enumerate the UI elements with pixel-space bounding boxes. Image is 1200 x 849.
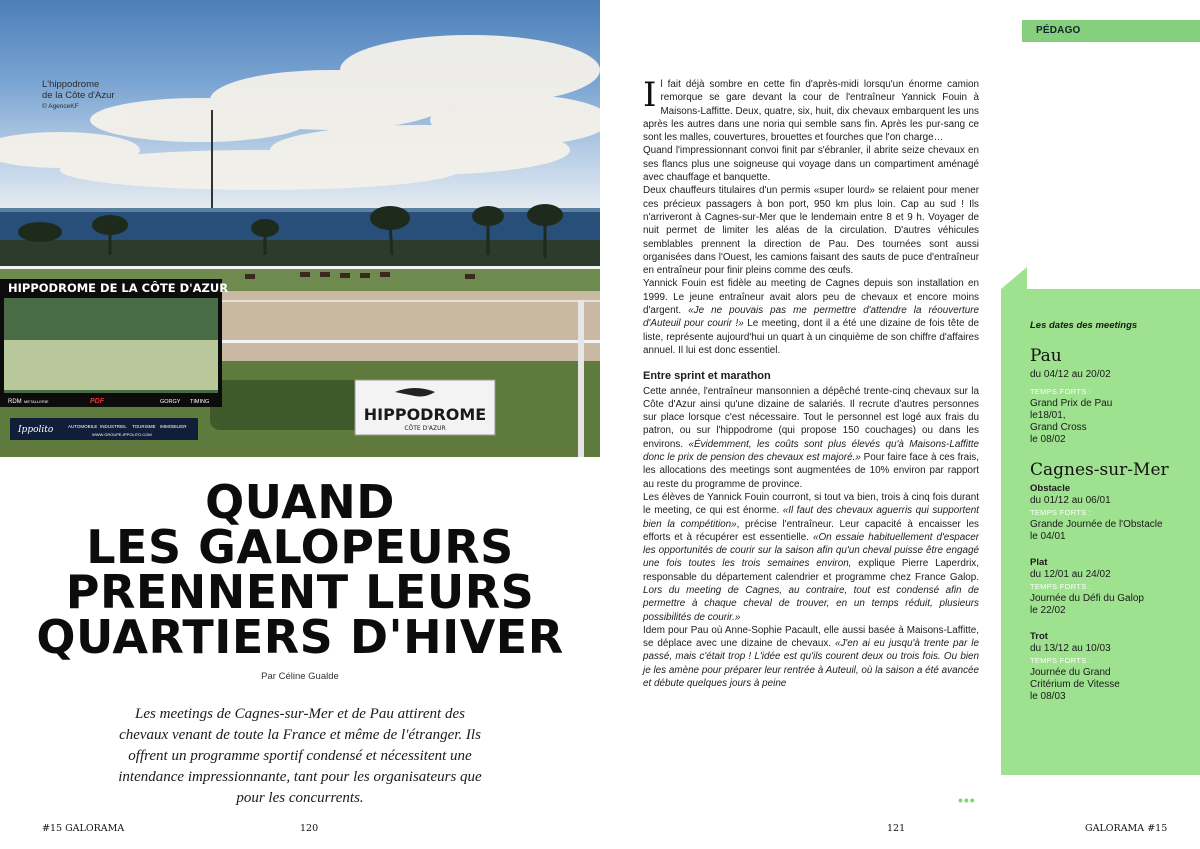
highlight: le 08/03 (1030, 691, 1066, 702)
sidebar-header: Les dates des meetings (1030, 320, 1138, 331)
title-line: LES GALOPEURS (86, 520, 514, 574)
highlight: le 04/01 (1030, 531, 1066, 542)
title-line: PRENNENT LEURS (65, 565, 535, 619)
drop-cap: I (643, 75, 657, 115)
paragraph: Quand l'impressionnant convoi finit par s'ébranler, il abrite seize chevaux en ses flancs plus une soigneuse qui voyage dans un compartiment aménagé avec chauffage et banquette. (643, 145, 979, 184)
paragraph: Deux chauffeurs titulaires d'un permis «super lourd» se relaient pour mener ces précieux passagers à bon port, 950 km plus loin. Cap au sud ! Ils n'arriveront à Cagnes-sur-Mer que le lendemain entre 8 et 9 h. Voyager de nuit permet de limiter les aléas de la circulation. D'autres véhicules semblables prennent la direction de Pau. Des tournées sont aussi organisées dans l'Ouest, les camions faisant des sauts de puce d'entraîneur en entraîneur pour finir pleins comme des œufs. (643, 185, 979, 277)
city-pau: Pau (1030, 346, 1062, 366)
banner-sub: CÔTE D'AZUR (404, 425, 446, 432)
paragraph-text: Yannick Fouin est fidèle au meeting de Cagnes depuis son installation en 1999. Le jeune entraîneur avait alors peu de chevaux et encore moins d'argent. (643, 278, 979, 317)
paragraph (643, 277, 979, 357)
meeting-dates: du 01/12 au 06/01 (1030, 495, 1111, 506)
paragraph (643, 385, 979, 491)
temps-forts-label: TEMPS FORTS : (1030, 508, 1092, 517)
clouds (0, 35, 600, 190)
highlight: Grand Prix de Pau (1030, 398, 1113, 409)
spacer (1030, 617, 1195, 631)
screen-logo-gorgy: GORGY (160, 399, 181, 405)
footer-issue: #15 (42, 823, 63, 834)
paragraph (643, 75, 979, 144)
paragraph-text: , précise l'entraîneur. Leur capacité à encaisser les efforts et à récupérer est essentielle. (643, 518, 979, 543)
screen-logo-timing: TIMING (190, 399, 210, 405)
lede: Les meetings de Cagnes-sur-Mer et de Pau attirent des chevaux venant de toute la France et même de l'étranger. Ils offrent un programme sportif condensé et nécessitent une intendance impressionnante, tant pour les organisateurs que pour les concurrents. (118, 706, 482, 806)
title-line: QUARTIERS D'HIVER (36, 610, 564, 664)
board-item: INDUSTRIEL (100, 424, 127, 429)
highlight: le 22/02 (1030, 605, 1066, 616)
quote: Lors du meeting de Cagnes, au contraire, tout est condensé afin de permettre à chaque cheval de trouver, en un temps réduit, plusieurs possibilités de courir.» (643, 584, 979, 623)
photo-credit: © AgenceKF (42, 103, 79, 110)
hippodrome-photo (0, 0, 600, 457)
quote: «Évidemment, les coûts sont plus élevés qu'à Maisons-Laffitte donc le prix de pension des chevaux est majoré.» (643, 438, 979, 464)
caption-line: L'hippodrome (42, 79, 100, 90)
footer-right-brand (1085, 823, 1167, 834)
page-number-left: 120 (300, 823, 319, 834)
footer-magazine: GALORAMA (1085, 823, 1145, 834)
photo-caption (42, 79, 115, 112)
quote: «On essaie habituellement d'espacer les opportunités de courir sur la saison afin qu'un cheval puisse être engagé une fois toutes les trois semaines environ, (643, 531, 979, 570)
city-cagnes: Cagnes-sur-Mer (1030, 460, 1169, 480)
section-tag (1022, 20, 1200, 42)
section-tag-label: PÉDAGO (1036, 25, 1081, 36)
board-item: IMMOBILIER (160, 424, 187, 429)
highlight: Journée du Défi du Galop (1030, 593, 1144, 604)
quote: «Il faut des chevaux aguerris qui supportent bien la compétition» (643, 505, 979, 530)
quote: «J'en ai eu jusqu'à trente par le passé, mais c'était trop ! L'idée est qu'ils courent deux ou trois fois. Ou bien je les amène pour préparer leur rentrée à Auteuil, où la saison a été avancée et débute quelques jours à peine (643, 638, 979, 690)
spacer (1030, 543, 1195, 557)
screen-logo-pdf: PDF (90, 398, 104, 405)
footer-issue: #15 (1147, 823, 1168, 834)
paragraph-text: explique Pierre Laperdrix, responsable du département calendrier et programme chez France Galop. (643, 558, 979, 583)
highlight: le18/01, (1030, 410, 1066, 421)
section-heading: Entre sprint et marathon (643, 370, 771, 383)
meeting-dates: du 12/01 au 24/02 (1030, 569, 1111, 580)
discipline-obstacle: Obstacle (1030, 483, 1071, 494)
caption-line: de la Côte d'Azur (42, 90, 115, 101)
highlight: Journée du Grand (1030, 667, 1111, 678)
banner-text: HIPPODROME (363, 405, 487, 424)
meetings-list (1030, 320, 1195, 703)
paragraph-text: Idem pour Pau où Anne-Sophie Pacault, elle aussi basée à Maisons-Laffitte, se déplace avec une dizaine de chevaux. (643, 624, 979, 650)
sidebar-corner (1001, 267, 1027, 289)
paragraph (643, 491, 979, 624)
paragraph-text: Le meeting, dont il a été une dizaine de fois tête de liste, représente aujourd'hui un quart à un cinquième de son chiffre d'affaires annuel. Il lui est donc essentiel. (643, 318, 980, 356)
board-url: WWW.GROUPE-IPPOLITO.COM (92, 432, 152, 437)
photo-illustration (0, 0, 600, 457)
byline: Par Céline Gualde (261, 671, 339, 682)
footer-left-brand (42, 823, 124, 834)
quote: «Je ne pouvais pas me permettre d'attendre la réouverture d'Auteuil pour courir !» (643, 305, 979, 330)
screen-logo-rdm: RDM (8, 399, 22, 405)
discipline-trot: Trot (1030, 631, 1048, 642)
highlight: le 08/02 (1030, 434, 1066, 445)
board-logo: Ippolito (18, 425, 54, 435)
meeting-dates: du 13/12 au 10/03 (1030, 643, 1111, 654)
temps-forts-label: TEMPS FORTS : (1030, 387, 1092, 396)
continue-dots: ••• (958, 792, 976, 808)
highlight: Grand Cross (1030, 422, 1087, 433)
paragraph-text: l fait déjà sombre en cette fin d'après-midi lorsqu'un énorme camion remorque se gare devant la cour de l'entraîneur Yannick Fouin à Maisons-Laffitte. Deux, quatre, six, huit, dix chevaux embarquent les uns après les autres dans une noria qui semble sans fin. Après les pur-sang ce sont les malles, couvertures, brouettes et fourches que l'on charge… (643, 79, 979, 144)
paragraph-text: Les élèves de Yannick Fouin courront, si tout va bien, trois à cinq fois durant le meeting, ce qui est énorme. (643, 491, 979, 517)
footer-magazine: GALORAMA (65, 823, 125, 834)
article-body (643, 75, 980, 690)
screen-title: HIPPODROME DE LA CÔTE D'AZUR (8, 281, 229, 295)
paragraph-text: Cette année, l'entraîneur mansonnien a dépêché trente-cinq chevaux sur la Côte d'Azur ainsi qu'une dizaine de salariés. Il recrute d'autres personnes sur place lorsque c'est nécessaire. Tout le personnel est logé aux frais du patron, ou sur l'hippodrome (qui propose 150 couchages) ou dans les environs. (643, 385, 979, 450)
board-item: AUTOMOBILE (68, 424, 98, 429)
temps-forts-label: TEMPS FORTS : (1030, 656, 1092, 665)
page-number-right: 121 (887, 823, 906, 834)
highlight: Critérium de Vitesse (1030, 679, 1120, 690)
meeting-dates: du 04/12 au 20/02 (1030, 369, 1111, 380)
temps-forts-label: TEMPS FORTS : (1030, 582, 1092, 591)
screen-logo-rdm-sub: METALLERIE (24, 399, 49, 404)
highlight: Grande Journée de l'Obstacle (1030, 519, 1163, 530)
spacer (1030, 446, 1195, 460)
article-title (20, 475, 580, 664)
discipline-plat: Plat (1030, 557, 1048, 568)
title-line: QUAND (205, 475, 395, 529)
board-item: TOURISME (132, 424, 156, 429)
paragraph (643, 624, 979, 690)
paragraph-text: Pour faire face à ces frais, les allocations des meetings sont augmentées de 10% environ par rapport au reste du programme de province. (643, 452, 979, 490)
